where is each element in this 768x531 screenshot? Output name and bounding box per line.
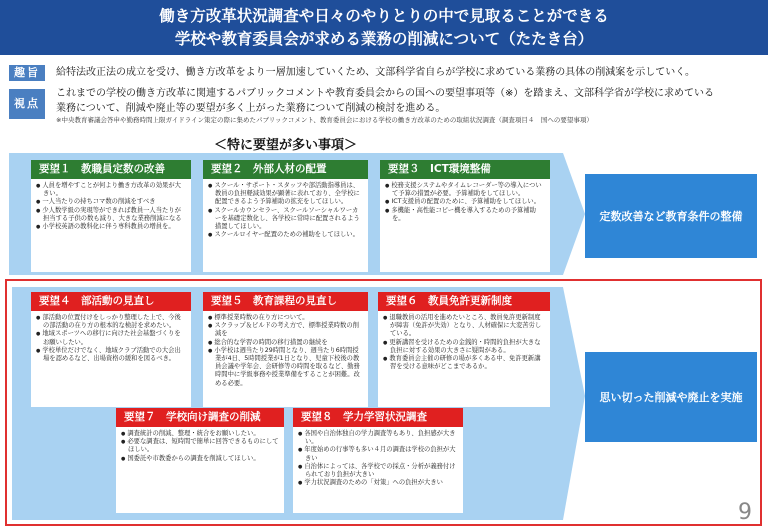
purpose-label: 趣旨 xyxy=(9,65,45,81)
request-2-item: ● スクールカウンセラー、スクールソーシャルワーカーを基礎定数化し、各学校に常時に配置されるよう措置してほしい。 xyxy=(208,207,363,232)
request-8-item: ● 自治体によっては、各学校での採点・分析が義務付けられており負担が大きい xyxy=(298,463,458,479)
request-8-item: ● 学力状況調査のための「対策」への負担が大きい xyxy=(298,479,458,487)
viewpoint-line2: 業務について、削減や廃止等の要望が多く上がった業務について削減の検討を進める。 xyxy=(56,103,446,114)
request-6-item: ● 退職教員の活用を進めたいところ、教員免許更新制度が障害（免許が失効）となり、人材確保に大変苦労している。 xyxy=(383,314,545,339)
request-title-6: 要望６ 教員免許更新制度 xyxy=(378,292,550,311)
request-title-5: 要望５ 教育課程の見直し xyxy=(203,292,368,311)
request-8-item: ● 年度始めの行事等も多い４月の調査は学校の負担が大きい xyxy=(298,446,458,462)
viewpoint-label: 視点 xyxy=(9,89,45,119)
page-number: 9 xyxy=(738,500,752,525)
request-1-item: ● 小学校英語の教科化に伴う専科教員の増員を。 xyxy=(36,223,186,231)
request-card-1 xyxy=(31,160,191,272)
request-title-1: 要望１ 教職員定数の改善 xyxy=(31,160,191,179)
request-4-item: ● 地域スポーツへの移行に向けた社会基盤づくりをお願いしたい。 xyxy=(36,330,186,346)
request-1-item: ● 一人当たりの持ちコマ数の削減をすべき xyxy=(36,198,186,206)
result-box-top: 定数改善など教育条件の整備 xyxy=(585,174,757,258)
request-2-item: ● スクール・サポート・スタッフや部活動指導員は、教員の負担軽減効果が顕著に表れており、全学校に配置できるよう予算補助の拡充をしてほしい。 xyxy=(208,182,363,207)
request-3-item: ● ICT支援員の配置のために、予算補助をしてほしい。 xyxy=(385,198,545,206)
request-title-8: 要望８ 学力学習状況調査 xyxy=(293,408,463,427)
header-title-line1: 働き方改革状況調査や日々のやりとりの中で見取ることができる xyxy=(159,7,609,25)
request-card-7 xyxy=(116,408,284,513)
request-card-3 xyxy=(380,160,550,272)
request-card-8 xyxy=(293,408,463,513)
request-6-item: ● 更新講習を受けるための金銭的・時間的負担が大きな負担に対する効果の大きさに疑問がある。 xyxy=(383,339,545,355)
section-title: ＜特に要望が多い事項＞ xyxy=(214,138,358,153)
footnote: ※中央教育審議会答申や勤務時間上限ガイドライン策定の際に集めたパブリックコメント、教育委員会における学校の働き方改革のための取組状況調査（調査項目４ 国への要望事項） xyxy=(56,116,593,124)
header-title-line2: 学校や教育委員会が求める業務の削減について（たたき台） xyxy=(174,30,594,48)
request-5-item: ● スクラップ＆ビルドの考え方で、標準授業時数の削減を xyxy=(208,322,363,338)
request-5-item: ● 総合的な学習の時間の移行措置の継続を xyxy=(208,339,363,347)
request-6-item: ● 教育委員会主催の研修の場が多くある中、免許更新講習を受ける意味がどこまであるか。 xyxy=(383,355,545,371)
request-title-2: 要望２ 外部人材の配置 xyxy=(203,160,368,179)
request-title-7: 要望７ 学校向け調査の削減 xyxy=(116,408,284,427)
request-7-item: ● 国委託や市教委からの調査を削減してほしい。 xyxy=(121,455,279,463)
request-4-item: ● 部活動の位置付けをしっかり整理した上で、今後の部活動の在り方の根本的な検討を求めたい。 xyxy=(36,314,186,330)
result-box-bottom: 思い切った削減や廃止を実施 xyxy=(585,352,757,442)
request-5-item: ● 小学校は週当たり29時間となり、週当たり6時間授業が4日、5時間授業が1日となり、児童下校後の教員会議や学年会、会研修等の時間を取るなど、勤務時間中に学級事務や授業準備をすることが困難。改める必要。 xyxy=(208,347,363,388)
request-card-6 xyxy=(378,292,550,407)
request-card-5 xyxy=(203,292,368,407)
request-3-item: ● 多機能・高性能コピー機を導入するための予算補助を。 xyxy=(385,207,545,223)
request-1-item: ● 少人数学級の実現等ができれば教員一人当たりが担当する子供の数も減り、大きな業務削減になる xyxy=(36,207,186,223)
request-8-item: ● 各国や自治体独自の学力調査等もあり、負担感が大きい。 xyxy=(298,430,458,446)
viewpoint-line1: これまでの学校の働き方改革に関連するパブリックコメントや教育委員会からの国への要望事項等（※）を踏まえ、文部科学省が学校に求めている xyxy=(56,88,714,99)
request-2-item: ● スクールロイヤー配置のための補助をしてほしい。 xyxy=(208,231,363,239)
request-7-item: ● 調査統計の削減、整理・統合をお願いしたい。 xyxy=(121,430,279,438)
request-1-item: ● 人員を増やすことが何より働き方改革の効果が大きい。 xyxy=(36,182,186,198)
request-5-item: ● 標準授業時数の在り方について。 xyxy=(208,314,363,322)
request-card-4 xyxy=(31,292,191,407)
request-title-4: 要望４ 部活動の見直し xyxy=(31,292,191,311)
request-3-item: ● 校務支援システムやタイムレコーダー等の導入について予算の措置が必要。予算補助をしてほしい。 xyxy=(385,182,545,198)
request-7-item: ● 必要な調査は、短時間で簡単に回答できるものにしてほしい。 xyxy=(121,438,279,454)
purpose-text: 給特法改正法の成立を受け、働き方改革をより一層加速していくため、文部科学省自らが学校に求めている業務の具体の削減案を示していく。 xyxy=(56,67,695,78)
request-card-2 xyxy=(203,160,368,272)
request-4-item: ● 学校単位だけでなく、地域クラブ活動での大会出場を認めるなど、出場資格の緩和を図るべき。 xyxy=(36,347,186,363)
request-title-3: 要望３ ICT環境整備 xyxy=(380,160,550,179)
